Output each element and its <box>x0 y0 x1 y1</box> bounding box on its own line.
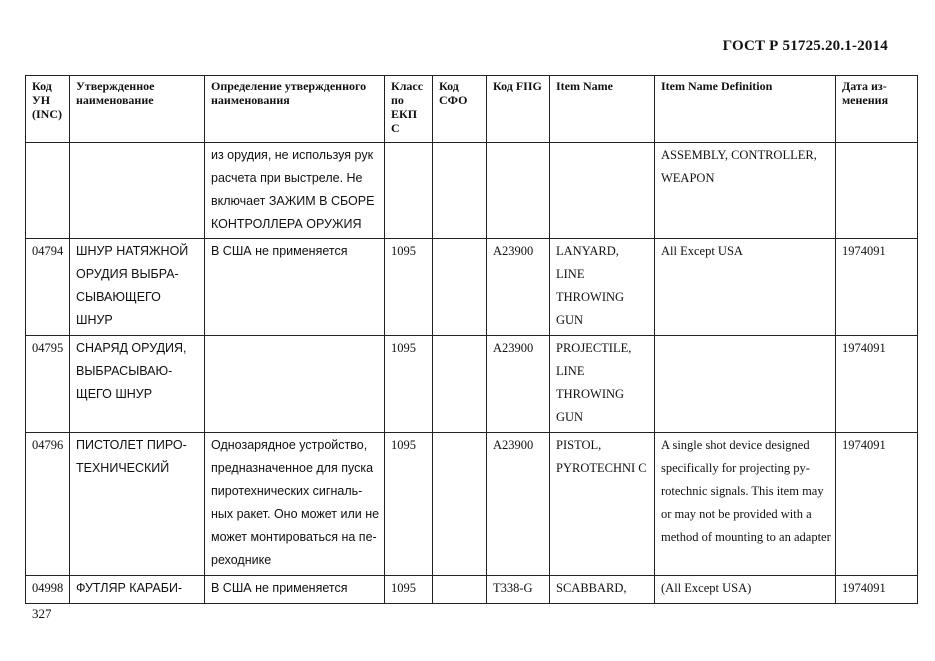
cell-definition-ru: В США не применяется <box>205 239 385 336</box>
col-header-name-ru: Утвержденное наименование <box>70 76 205 143</box>
cell-definition-ru: Однозарядное устройство, предназначенное для пуска пиротехнических сигналь-ных ракет. Оно может или не может монтироваться на пе-реходнике <box>205 433 385 576</box>
col-header-sfo: Код СФО <box>433 76 487 143</box>
cell-class <box>385 143 433 239</box>
cell-name-ru: ПИСТОЛЕТ ПИРО-ТЕХНИЧЕСКИЙ <box>70 433 205 576</box>
cell-sfo <box>433 336 487 433</box>
cell-class: 1095 <box>385 239 433 336</box>
col-header-class: Класс по ЕКП С <box>385 76 433 143</box>
col-header-fiig: Код FIIG <box>487 76 550 143</box>
cell-inc: 04794 <box>26 239 70 336</box>
cell-item-name: LANYARD, LINE THROWING GUN <box>550 239 655 336</box>
cell-inc <box>26 143 70 239</box>
cell-class: 1095 <box>385 433 433 576</box>
cell-name-ru <box>70 143 205 239</box>
cell-definition-ru: В США не применяется <box>205 576 385 604</box>
cell-item-def: All Except USA <box>655 239 836 336</box>
cell-name-ru: ФУТЛЯР КАРАБИ- <box>70 576 205 604</box>
cell-item-def: A single shot device designed specifically for projecting py-rotechnic signals. This item may or may not be provided with a method of mounting to an adapter <box>655 433 836 576</box>
cell-date: 1974091 <box>836 239 918 336</box>
data-table <box>25 75 918 604</box>
page-number: 327 <box>32 606 52 621</box>
cell-sfo <box>433 433 487 576</box>
cell-inc: 04795 <box>26 336 70 433</box>
table-row <box>26 433 918 576</box>
table-row <box>26 143 918 239</box>
cell-date <box>836 143 918 239</box>
col-header-inc: Код УН (INC) <box>26 76 70 143</box>
cell-fiig: A23900 <box>487 336 550 433</box>
cell-definition-ru: из орудия, не используя рук расчета при выстреле. Не включает ЗАЖИМ В СБОРЕ КОНТРОЛЛЕРА ОРУЖИЯ <box>205 143 385 239</box>
col-header-definition-ru: Определение утвержденного наименования <box>205 76 385 143</box>
cell-item-name: PISTOL, PYROTECHNI C <box>550 433 655 576</box>
cell-class: 1095 <box>385 576 433 604</box>
cell-fiig <box>487 143 550 239</box>
cell-fiig: T338-G <box>487 576 550 604</box>
document-code: ГОСТ Р 51725.20.1-2014 <box>722 38 888 54</box>
col-header-item-def: Item Name Definition <box>655 76 836 143</box>
col-header-date: Дата из-менения <box>836 76 918 143</box>
cell-inc: 04796 <box>26 433 70 576</box>
cell-sfo <box>433 239 487 336</box>
cell-name-ru: СНАРЯД ОРУДИЯ, ВЫБРАСЫВАЮ-ЩЕГО ШНУР <box>70 336 205 433</box>
cell-item-name <box>550 143 655 239</box>
cell-item-def <box>655 336 836 433</box>
table-row <box>26 336 918 433</box>
cell-name-ru: ШНУР НАТЯЖНОЙ ОРУДИЯ ВЫБРА-СЫВАЮЩЕГО ШНУР <box>70 239 205 336</box>
cell-item-name: SCABBARD, <box>550 576 655 604</box>
cell-sfo <box>433 576 487 604</box>
col-header-item-name: Item Name <box>550 76 655 143</box>
cell-fiig: A23900 <box>487 239 550 336</box>
cell-date: 1974091 <box>836 336 918 433</box>
cell-sfo <box>433 143 487 239</box>
cell-item-def: (All Except USA) <box>655 576 836 604</box>
cell-item-name: PROJECTILE, LINE THROWING GUN <box>550 336 655 433</box>
cell-definition-ru <box>205 336 385 433</box>
table-header-row <box>26 76 918 143</box>
cell-item-def: ASSEMBLY, CONTROLLER, WEAPON <box>655 143 836 239</box>
table-row <box>26 239 918 336</box>
cell-date: 1974091 <box>836 576 918 604</box>
table-row <box>26 576 918 604</box>
cell-date: 1974091 <box>836 433 918 576</box>
cell-class: 1095 <box>385 336 433 433</box>
cell-inc: 04998 <box>26 576 70 604</box>
cell-fiig: A23900 <box>487 433 550 576</box>
